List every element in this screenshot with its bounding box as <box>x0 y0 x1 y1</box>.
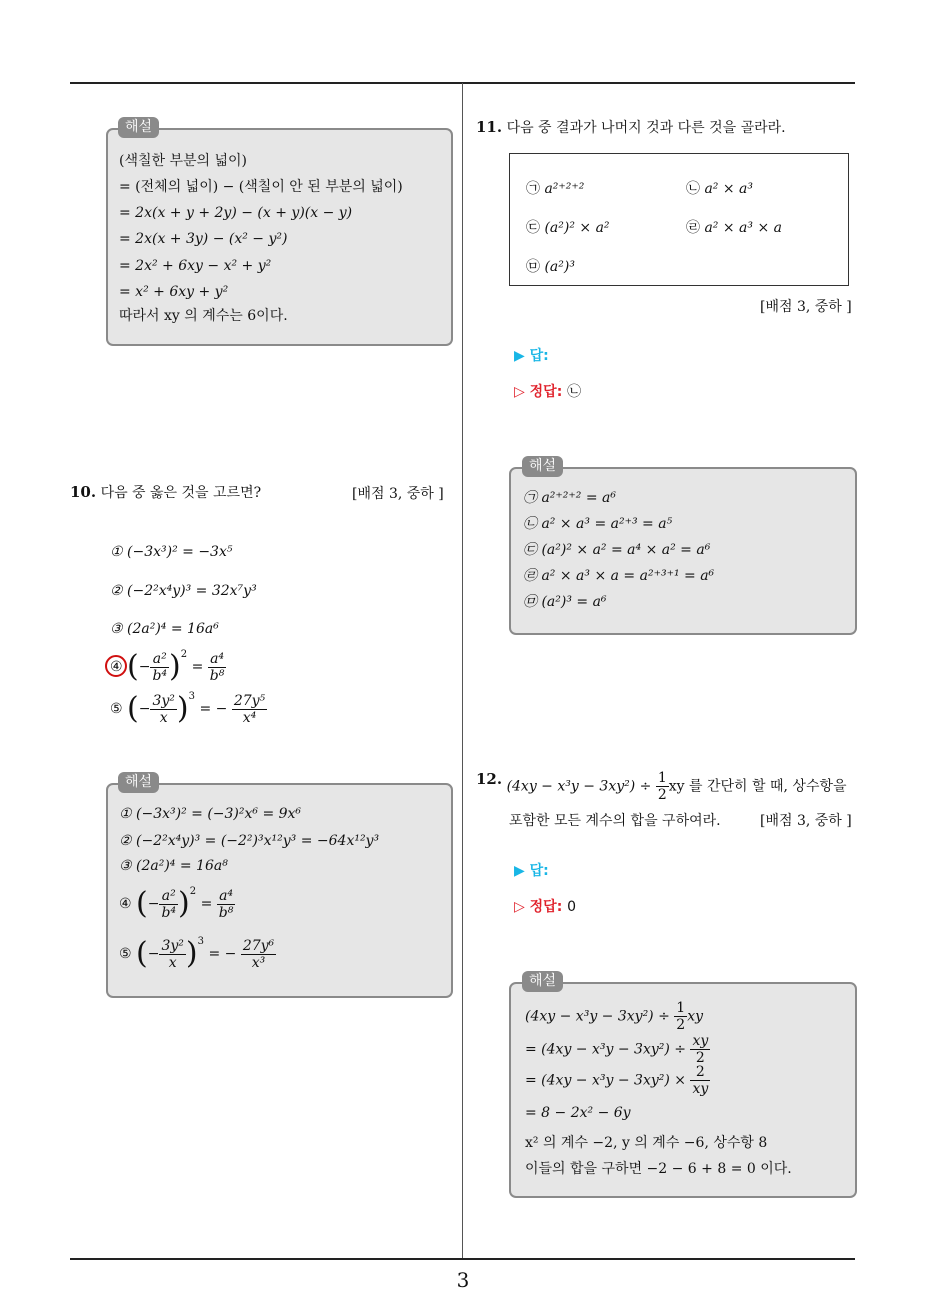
solution-line: ㉤ (a²)³ = a⁶ <box>523 594 607 610</box>
solution-line: = 2x(x + 3y) − (x² − y²) <box>119 231 288 247</box>
q10-score: [배점 3, 중하 ] <box>352 486 444 502</box>
solution-line: ② (−2²x⁴y)³ = (−2²)³x¹²y³ = −64x¹²y³ <box>119 833 380 849</box>
solution-line: ㉠ a²⁺²⁺² = a⁶ <box>523 490 617 506</box>
q10-option-1[interactable]: ① (−3x³)² = −3x⁵ <box>110 544 233 560</box>
page-number: 3 <box>456 1268 470 1292</box>
q12-correct-answer: ▷ 정답: 0 <box>514 899 577 915</box>
q10-option-5[interactable]: ⑤ (− $\frac{\text{3y²}}{x}$ )$^3$ = − $\frac{\text{27y⁵}}{\text{x⁴}}$ <box>110 691 266 726</box>
solution-line: 이들의 합을 구하면 −2 − 6 + 8 = 0 이다. <box>525 1161 792 1177</box>
solution-line: = (4xy − x³y − 3xy²) × $\frac{2}{xy}$ <box>525 1064 709 1097</box>
solution-line: ㉢ (a²)² × a² = a⁴ × a² = a⁶ <box>523 542 711 558</box>
option-mark: ④ <box>110 659 123 675</box>
q10-option-4[interactable]: ④ (− $\frac{\text{a²}}{\text{b⁴}}$ )$^2$ = $\frac{\text{a⁴}}{\text{b⁸}}$ <box>110 649 225 684</box>
q12-stem: 12. (4xy − x³y − 3xy²) ÷ $\frac{1}{2}$ xy 를 간단히 할 때, 상수항을 <box>476 770 847 803</box>
solution-line: = (전체의 넓이) − (색칠이 안 된 부분의 넓이) <box>119 179 403 195</box>
q11-choice-4[interactable]: ㉣ a² × a³ × a <box>686 220 782 236</box>
solution-line: = 8 − 2x² − 6y <box>525 1105 631 1121</box>
solution-tag: 해설 <box>118 772 159 793</box>
q10-option-2[interactable]: ② (−2²x⁴y)³ = 32x⁷y³ <box>110 583 257 599</box>
solution-tag: 해설 <box>522 456 563 477</box>
q11-answer-input[interactable]: ▶ 답: <box>514 348 549 364</box>
solution-line: = (4xy − x³y − 3xy²) ÷ $\frac{xy}{2}$ <box>525 1033 709 1066</box>
q10-solution-box <box>106 783 453 998</box>
solution-line: ④ (− $\frac{\text{a²}}{\text{b⁴}}$ )$^2$ = $\frac{\text{a⁴}}{\text{b⁸}}$ <box>119 886 234 921</box>
solution-line: (색칠한 부분의 넓이) <box>119 153 248 169</box>
solution-tag: 해설 <box>118 117 159 138</box>
q11-stem <box>476 118 786 137</box>
solution-line: ① (−3x³)² = (−3)²x⁶ = 9x⁶ <box>119 806 302 822</box>
fraction: $\frac{\text{3y²}}{x}$ <box>152 692 175 726</box>
fraction: $\frac{1}{2}$ <box>657 770 667 803</box>
q10-stem <box>70 483 261 502</box>
q12-answer-input[interactable]: ▶ 답: <box>514 863 549 879</box>
column-divider <box>462 83 463 1258</box>
solution-line: ③ (2a²)⁴ = 16a⁸ <box>119 858 228 874</box>
q10-number: 10. <box>70 483 97 501</box>
solution-line: = 2x² + 6xy − x² + y² <box>119 258 272 274</box>
q10-text: 다음 중 옳은 것을 고르면? <box>100 485 262 501</box>
option-mark: ⑤ <box>110 701 123 717</box>
q12-number: 12. <box>476 770 503 788</box>
q12-stem-line2: 포함한 모든 계수의 합을 구하여라. <box>509 813 721 829</box>
solution-line: (4xy − x³y − 3xy²) ÷ $\frac{1}{2}$ xy <box>525 1000 704 1033</box>
q10-option-3[interactable]: ③ (2a²)⁴ = 16a⁶ <box>110 621 219 637</box>
q11-choice-table <box>509 153 849 286</box>
solution-line: x² 의 계수 −2, y 의 계수 −6, 상수항 8 <box>525 1135 768 1151</box>
bottom-rule <box>70 1258 855 1260</box>
solution-line: 따라서 xy 의 계수는 6이다. <box>119 308 288 324</box>
q11-choice-1[interactable]: ㉠ a²⁺²⁺² <box>526 181 585 197</box>
fraction: $\frac{\text{27y⁵}}{\text{x⁴}}$ <box>233 692 266 726</box>
solution-line: ⑤ (− $\frac{\text{3y²}}{x}$ )$^3$ = − $\frac{\text{27y⁶}}{\text{x³}}$ <box>119 936 275 971</box>
solution-tag: 해설 <box>522 971 563 992</box>
q11-choice-2[interactable]: ㉡ a² × a³ <box>686 181 754 197</box>
solution-line: = x² + 6xy + y² <box>119 284 229 300</box>
q11-solution-box <box>509 467 857 635</box>
q11-choice-5[interactable]: ㉤ (a²)³ <box>526 259 575 275</box>
q11-text: 다음 중 결과가 나머지 것과 다른 것을 골라라. <box>506 120 786 136</box>
q12-solution-box <box>509 982 857 1198</box>
solution-line: ㉡ a² × a³ = a²⁺³ = a⁵ <box>523 516 673 532</box>
q11-choice-3[interactable]: ㉢ (a²)² × a² <box>526 220 610 236</box>
q9-solution-box <box>106 128 453 346</box>
q11-correct-answer: ▷ 정답: ㉡ <box>514 384 582 400</box>
q12-score: [배점 3, 중하 ] <box>760 813 852 829</box>
q11-number: 11. <box>476 118 503 136</box>
solution-line: ㉣ a² × a³ × a = a²⁺³⁺¹ = a⁶ <box>523 568 715 584</box>
fraction: $\frac{\text{a²}}{\text{b⁴}}$ <box>152 650 168 684</box>
fraction: $\frac{\text{a⁴}}{\text{b⁸}}$ <box>209 650 225 684</box>
solution-line: = 2x(x + y + 2y) − (x + y)(x − y) <box>119 205 353 221</box>
q11-score: [배점 3, 중하 ] <box>760 299 852 315</box>
